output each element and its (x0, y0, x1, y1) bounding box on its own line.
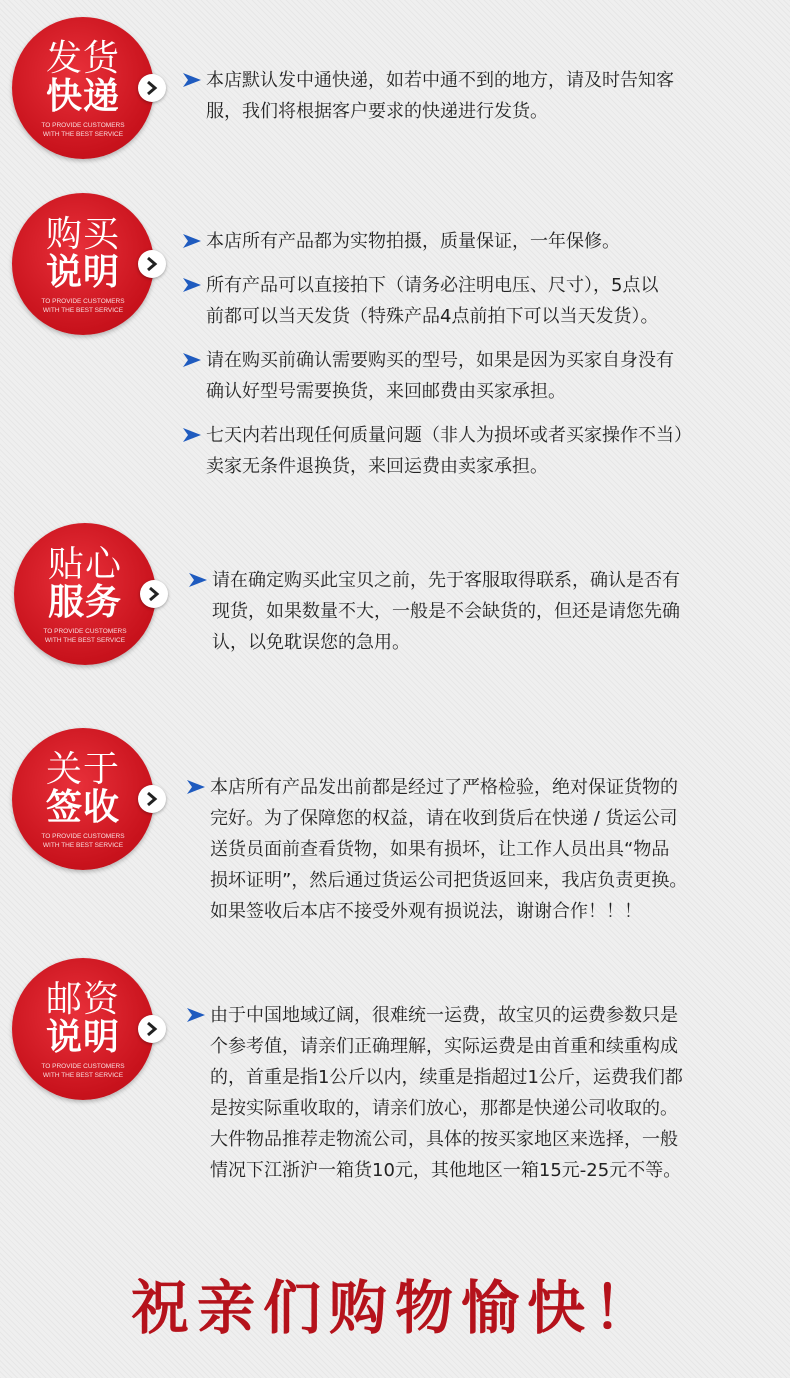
badge-title-line1: 邮资 (45, 979, 120, 1020)
badge-title-line2: 服务 (47, 582, 122, 623)
item-text: 由于中国地域辽阔，很难统一运费，故宝贝的运费参数只是 个参考值，请亲们正确理解，实际运费是由首重和续重构成 的，首重是指1公斤以内，续重是指超过1公斤，运费我们都 是按实际重收取的，请亲们放心，那都是快递公司收取的。 大件物品推荐走物流公司，具体的按买家地区来选择，一般 情况下江浙沪一箱货10元，其他地区一箱15元-25元不等。 (210, 1005, 683, 1181)
badge-service (14, 523, 156, 665)
list-item (182, 270, 782, 332)
list-item (188, 565, 788, 658)
badge-title-line2: 说明 (45, 252, 120, 293)
badge-title-line1: 关于 (45, 749, 120, 790)
list-item (182, 65, 782, 127)
list-item (182, 345, 782, 407)
chevron-right-icon (140, 580, 168, 608)
arrow-right-icon (182, 277, 202, 293)
badge-subtitle: TO PROVIDE CUSTOMERS WITH THE BEST SERVICE (41, 298, 125, 314)
arrow-right-icon (182, 72, 202, 88)
arrow-right-icon (188, 572, 208, 588)
arrow-right-icon (182, 427, 202, 443)
item-text: 请在确定购买此宝贝之前，先于客服取得联系，确认是否有 现货，如果数量不大，一般是不会缺货的，但还是请您先确 认，以免耽误您的急用。 (212, 570, 680, 653)
arrow-right-icon (186, 1007, 206, 1023)
badge-purchase (12, 193, 154, 335)
list-item (182, 420, 782, 482)
badge-title-line1: 贴心 (47, 544, 122, 585)
arrow-right-icon (182, 233, 202, 249)
item-text: 本店所有产品都为实物拍摄，质量保证，一年保修。 (206, 231, 620, 252)
list-item (186, 772, 786, 927)
badge-receipt (12, 728, 154, 870)
item-text: 本店默认发中通快递，如若中通不到的地方，请及时告知客 服，我们将根据客户要求的快递进行发货。 (206, 70, 674, 122)
list-item (186, 1000, 786, 1186)
badge-subtitle: TO PROVIDE CUSTOMERS WITH THE BEST SERVICE (43, 628, 127, 644)
badge-title-line1: 购买 (45, 214, 120, 255)
badge-subtitle: TO PROVIDE CUSTOMERS WITH THE BEST SERVICE (41, 1063, 125, 1079)
chevron-right-icon (138, 1015, 166, 1043)
chevron-right-icon (138, 785, 166, 813)
badge-shipping (12, 17, 154, 159)
item-text: 请在购买前确认需要购买的型号，如果是因为买家自身没有 确认好型号需要换货，来回邮费由买家承担。 (206, 350, 674, 402)
badge-subtitle: TO PROVIDE CUSTOMERS WITH THE BEST SERVICE (41, 122, 125, 138)
chevron-right-icon (138, 250, 166, 278)
arrow-right-icon (186, 779, 206, 795)
closing-slogan: 祝亲们购物愉快！ (130, 1274, 659, 1342)
badge-title-line2: 签收 (45, 787, 120, 828)
badge-postage (12, 958, 154, 1100)
badge-title-line1: 发货 (45, 38, 120, 79)
chevron-right-icon (138, 74, 166, 102)
item-text: 所有产品可以直接拍下（请务必注明电压、尺寸），5点以 前都可以当天发货（特殊产品4点前拍下可以当天发货）。 (206, 275, 659, 327)
arrow-right-icon (182, 352, 202, 368)
badge-subtitle: TO PROVIDE CUSTOMERS WITH THE BEST SERVICE (41, 833, 125, 849)
list-item (182, 226, 782, 257)
item-text: 本店所有产品发出前都是经过了严格检验，绝对保证货物的 完好。为了保障您的权益，请在收到货后在快递 / 货运公司 送货员面前查看货物，如果有损坏，让工作人员出具“物品 损坏证明”，然后通过货运公司把货返回来，我店负责更换。 如果签收后本店不接受外观有损说法，谢谢合作！！！ (210, 777, 688, 922)
badge-title-line2: 说明 (45, 1017, 120, 1058)
badge-title-line2: 快递 (45, 76, 120, 117)
item-text: 七天内若出现任何质量问题（非人为损坏或者买家操作不当） 卖家无条件退换货，来回运费由卖家承担。 (206, 425, 692, 477)
